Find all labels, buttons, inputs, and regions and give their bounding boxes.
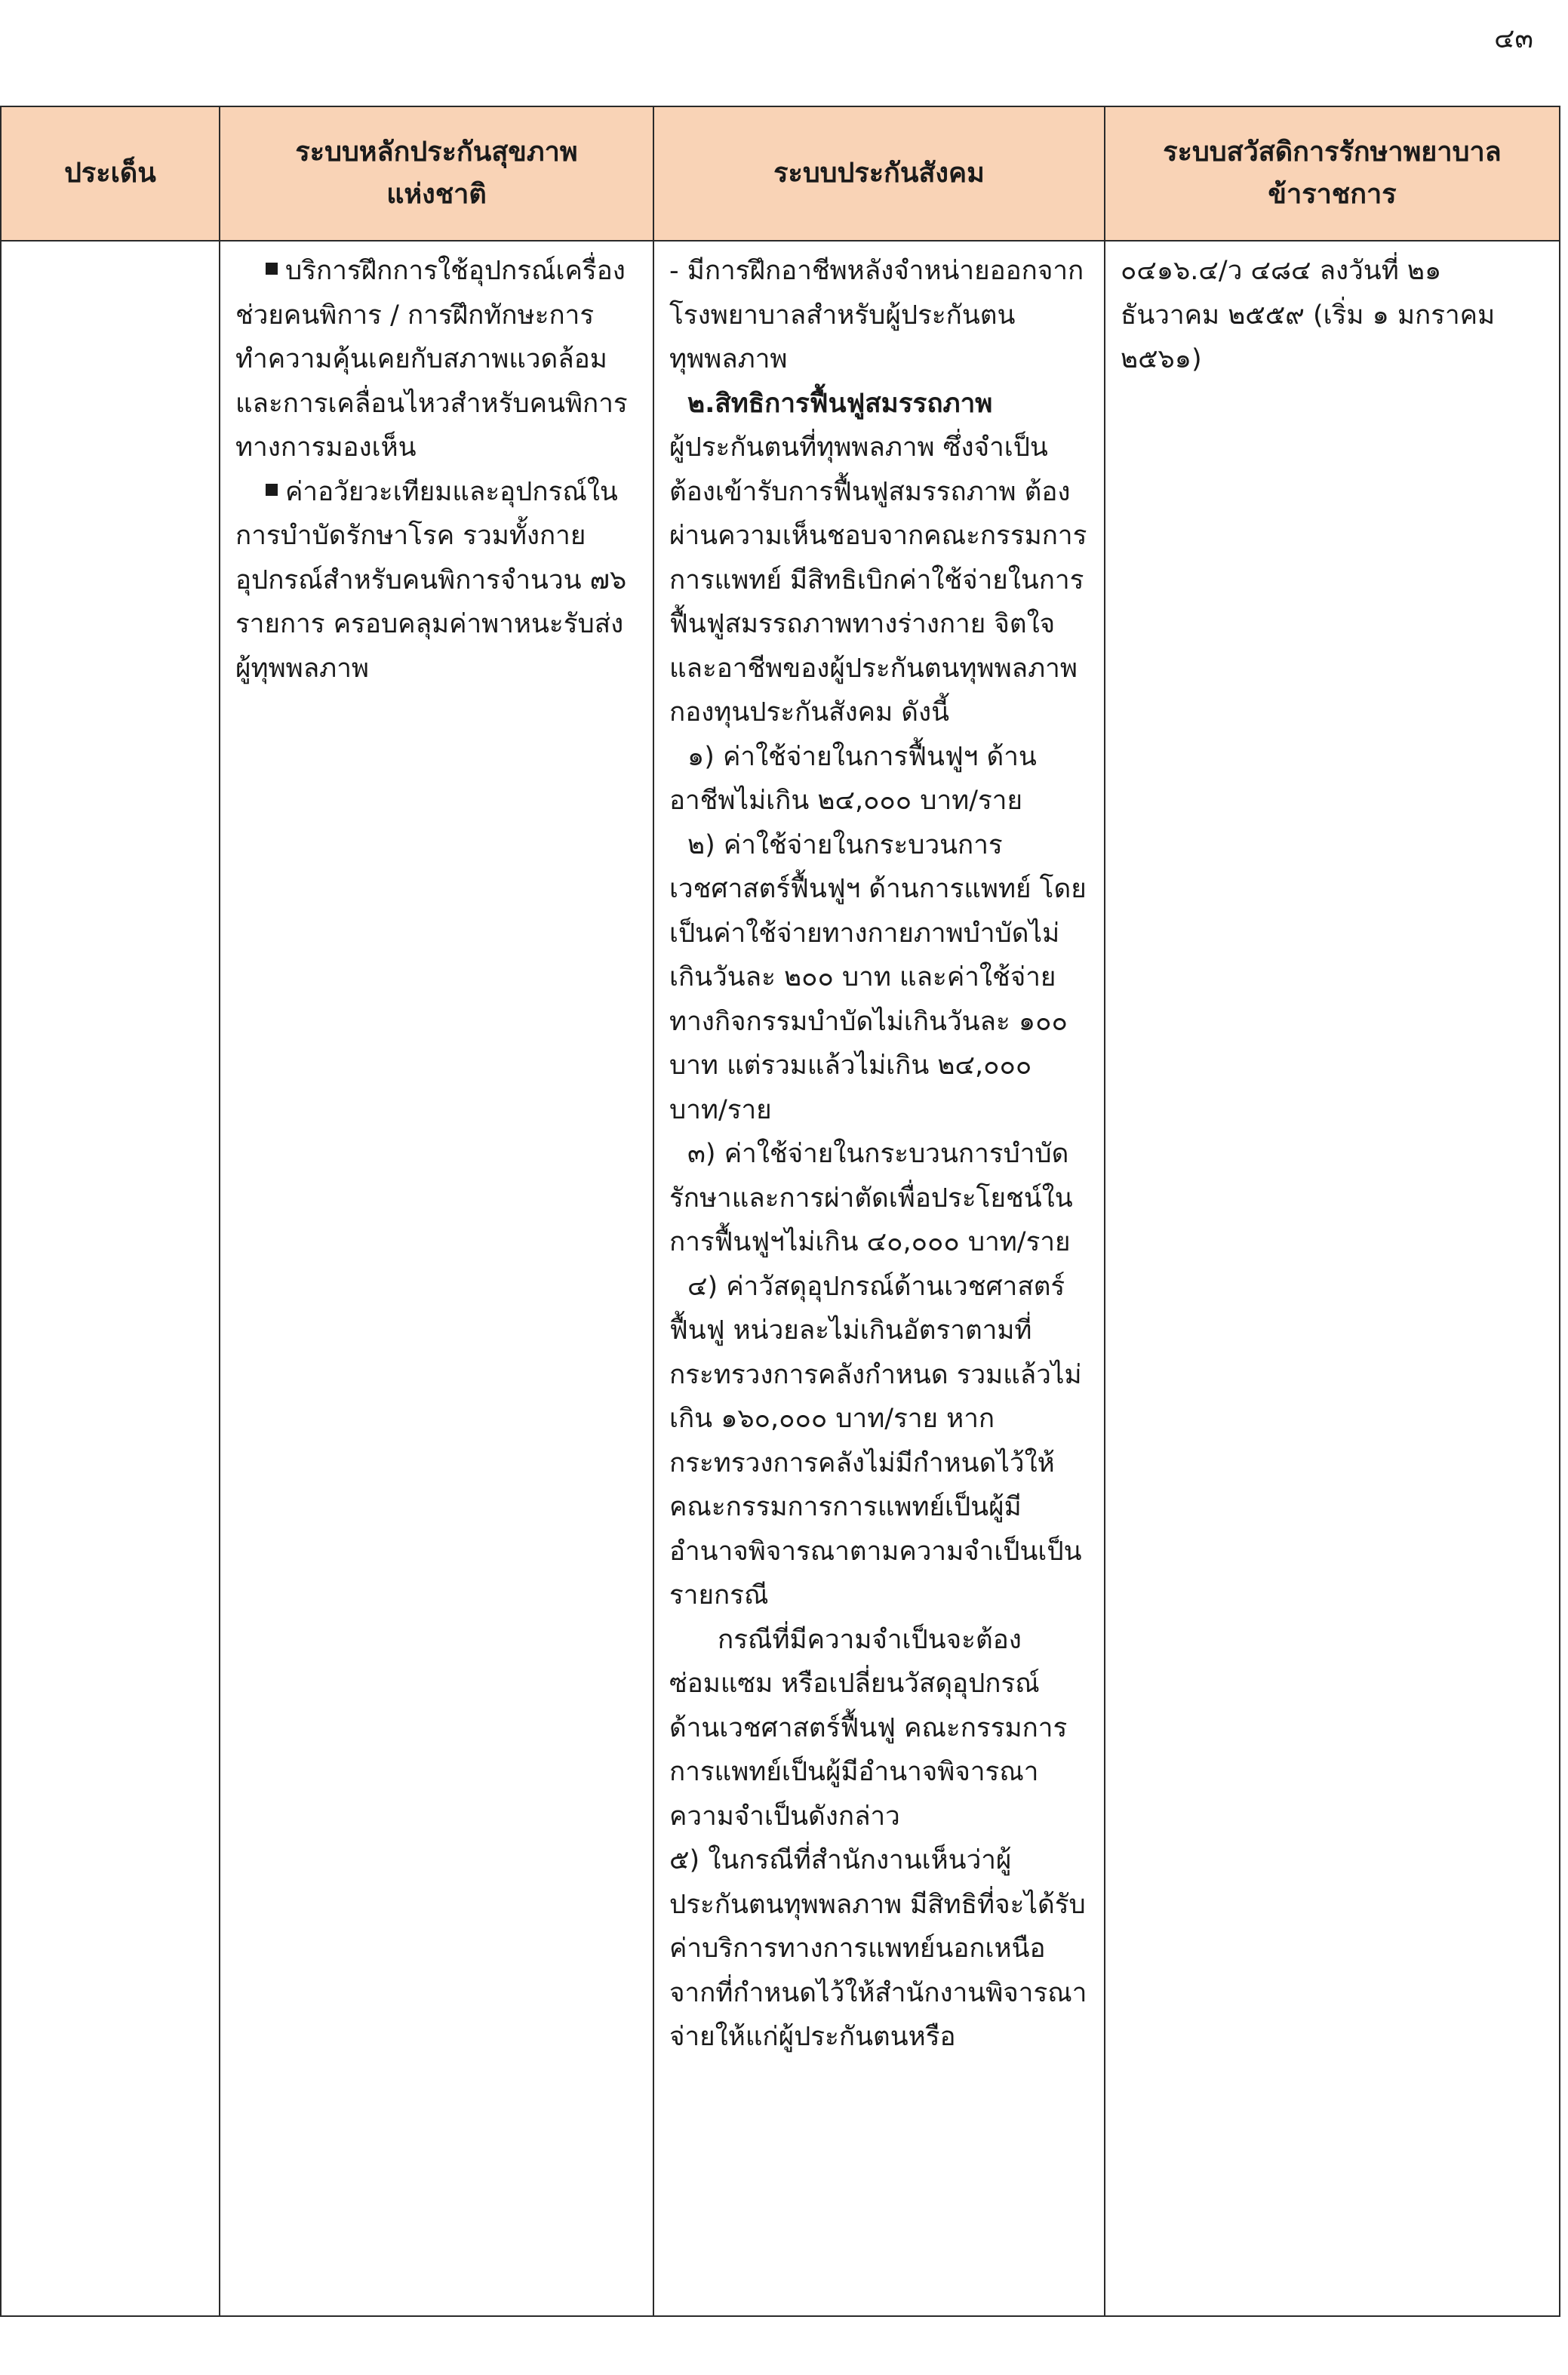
social-heading: ๒.สิทธิการฟื้นฟูสมรรถภาพ bbox=[687, 388, 993, 419]
social-paragraph: กรณีที่มีความจำเป็นจะต้องซ่อมแซม หรือเปลี่ยนวัสดุอุปกรณ์ด้านเวชศาสตร์ฟื้นฟู คณะกรรมการการแพทย์เป็นผู้มีอำนาจพิจารณาความจำเป็นดังกล่าว bbox=[669, 1624, 1068, 1832]
table-row bbox=[1, 241, 1560, 2316]
social-security-cell bbox=[653, 241, 1105, 2316]
social-item-3: ๓) ค่าใช้จ่ายในกระบวนการบำบัดรักษาและการผ่าตัดเพื่อประโยชน์ในการฟื้นฟูฯไม่เกิน ๔๐,๐๐๐ บาท/ราย bbox=[669, 1139, 1073, 1257]
header-nhso: ระบบหลักประกันสุขภาพ แห่งชาติ bbox=[220, 106, 653, 241]
social-paragraph: ผู้ประกันตนที่ทุพพลภาพ ซึ่งจำเป็นต้องเข้ารับการฟื้นฟูสมรรถภาพ ต้องผ่านความเห็นชอบจากคณะกรรมการการแพทย์ มีสิทธิเบิกค่าใช้จ่ายในการฟื้นฟูสมรรถภาพทางร่างกาย จิตใจ และอาชีพของผู้ประกันตนทุพพลภาพกองทุนประกันสังคม ดังนี้ bbox=[669, 432, 1087, 728]
nhso-bullet-2: ค่าอวัยวะเทียมและอุปกรณ์ในการบำบัดรักษาโรค รวมทั้งกายอุปกรณ์สำหรับคนพิการจำนวน ๗๖ รายการ ครอบคลุมค่าพาหนะรับส่งผู้ทุพพลภาพ bbox=[235, 476, 627, 684]
social-item-2: ๒) ค่าใช้จ่ายในกระบวนการเวชศาสตร์ฟื้นฟูฯ ด้านการแพทย์ โดยเป็นค่าใช้จ่ายทางกายภาพบำบัดไม่เกินวันละ ๒๐๐ บาท และค่าใช้จ่ายทางกิจกรรมบำบัดไม่เกินวันละ ๑๐๐ บาท แต่รวมแล้วไม่เกิน ๒๔,๐๐๐ บาท/ราย bbox=[669, 829, 1087, 1125]
square-bullet-icon bbox=[266, 484, 278, 496]
social-item-1: ๑) ค่าใช้จ่ายในการฟื้นฟูฯ ด้านอาชีพไม่เกิน ๒๔,๐๐๐ บาท/ราย bbox=[669, 741, 1037, 816]
issue-cell bbox=[1, 241, 220, 2316]
civil-servant-cell bbox=[1105, 241, 1560, 2316]
civil-servant-text: ๐๔๑๖.๔/ว ๔๘๔ ลงวันที่ ๒๑ ธันวาคม ๒๕๕๙ (เริ่ม ๑ มกราคม ๒๕๖๑) bbox=[1121, 256, 1496, 374]
header-social-security: ระบบประกันสังคม bbox=[653, 106, 1105, 241]
nhso-cell bbox=[220, 241, 653, 2316]
page-number: ๔๓ bbox=[1494, 23, 1533, 54]
nhso-bullet-1: บริการฝึกการใช้อุปกรณ์เครื่องช่วยคนพิการ / การฝึกทักษะการทำความคุ้นเคยกับสภาพแวดล้อมและการเคลื่อนไหวสำหรับคนพิการทางการมองเห็น bbox=[235, 256, 628, 463]
social-item-5: ๕) ในกรณีที่สำนักงานเห็นว่าผู้ประกันตนทุพพลภาพ มีสิทธิที่จะได้รับค่าบริการทางการแพทย์นอกเหนือจากที่กำหนดไว้ให้สำนักงานพิจารณาจ่ายให้แก่ผู้ประกันตนหรือ bbox=[669, 1845, 1087, 2052]
header-issue: ประเด็น bbox=[1, 106, 220, 241]
comparison-table bbox=[0, 106, 1560, 2317]
square-bullet-icon bbox=[266, 263, 278, 275]
header-civil-servant: ระบบสวัสดิการรักษาพยาบาล ข้าราชการ bbox=[1105, 106, 1560, 241]
social-item-4: ๔) ค่าวัสดุอุปกรณ์ด้านเวชศาสตร์ฟื้นฟู หน่วยละไม่เกินอัตราตามที่กระทรวงการคลังกำหนด รวมแล้วไม่เกิน ๑๖๐,๐๐๐ บาท/ราย หากกระทรวงการคลังไม่มีกำหนดไว้ให้คณะกรรมการการแพทย์เป็นผู้มีอำนาจพิจารณาตามความจำเป็นเป็นรายกรณี bbox=[669, 1271, 1082, 1611]
social-paragraph: - มีการฝึกอาชีพหลังจำหน่ายออกจากโรงพยาบาลสำหรับผู้ประกันตนทุพพลภาพ bbox=[669, 256, 1084, 374]
table-header-row bbox=[1, 106, 1560, 241]
